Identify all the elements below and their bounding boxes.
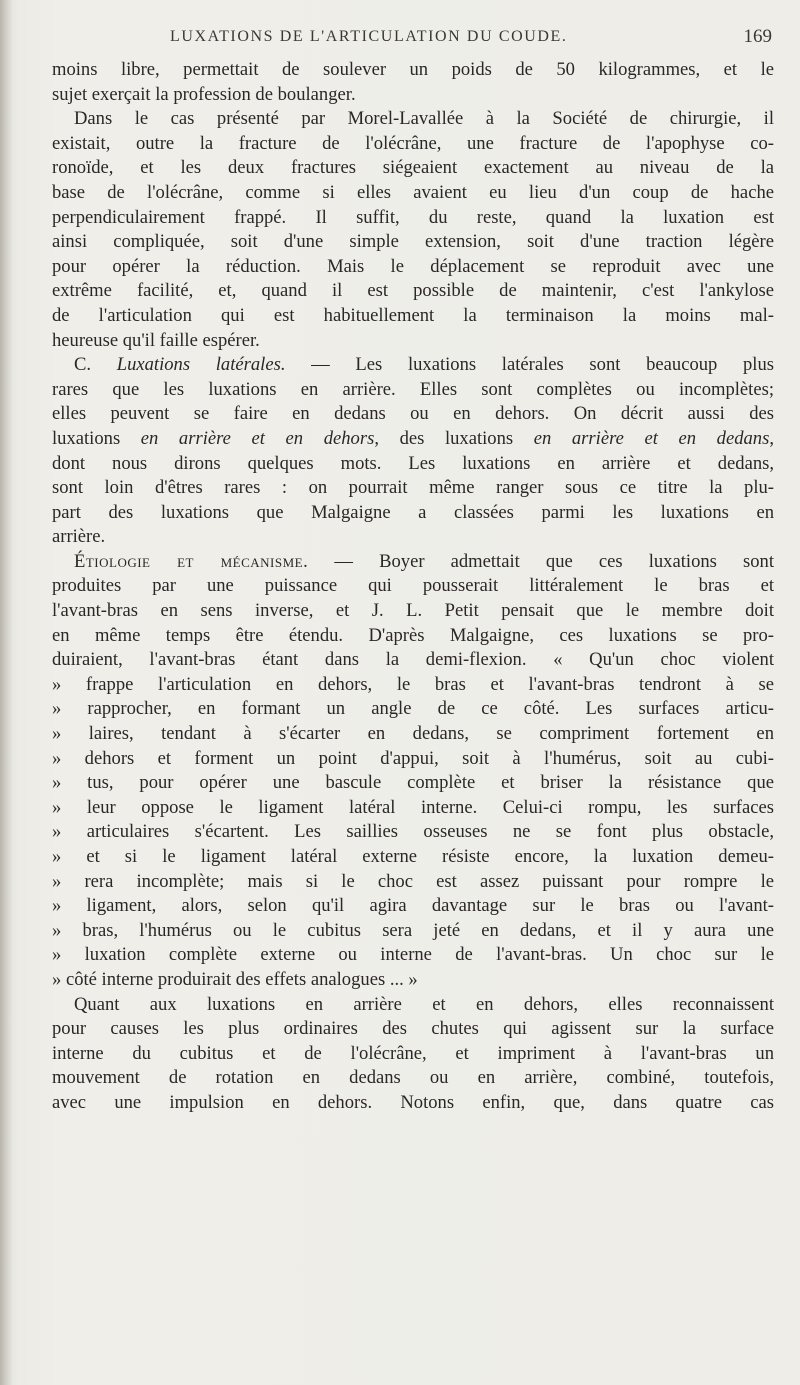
text-line-subsection-heading bbox=[52, 550, 774, 575]
subsection-continuation: — Boyer admettait que ces luxations sont bbox=[308, 550, 774, 572]
quote-line: » luxation complète externe ou interne de l'avant-bras. Un choc sur le bbox=[52, 944, 774, 966]
text-segment: luxations bbox=[52, 427, 141, 449]
quote-line: » dehors et forment un point d'appui, soit à l'humérus, soit au cubi- bbox=[52, 747, 774, 769]
section-title-lateral-luxations: Luxations latérales. bbox=[116, 354, 286, 376]
text-line: ainsi compliquée, soit d'une simple extension, soit d'une traction légère bbox=[52, 231, 774, 253]
emphasis-segment: en arrière et en dedans bbox=[533, 427, 770, 449]
quote-line: » et si le ligament latéral externe résiste encore, la luxation demeu- bbox=[52, 846, 774, 867]
body-text bbox=[52, 58, 774, 1116]
text-segment: , bbox=[769, 427, 774, 449]
emphasis-segment: en arrière et en dehors bbox=[140, 427, 375, 449]
text-line: existait, outre la fracture de l'olécrâne, une fracture de l'apophyse co- bbox=[52, 132, 774, 154]
quote-line: » rera incomplète; mais si le choc est assez puissant pour rompre le bbox=[52, 870, 774, 892]
quote-line: » articulaires s'écartent. Les saillies osseuses ne se font plus obstacle, bbox=[52, 821, 774, 843]
text-segment: , des luxations bbox=[374, 427, 534, 449]
text-line: extrême facilité, et, quand il est possible de maintenir, c'est l'ankylose bbox=[52, 280, 774, 302]
text-line: en même temps être étendu. D'après Malgaigne, ces luxations se pro- bbox=[52, 624, 774, 646]
quote-line: » leur oppose le ligament latéral interne. Celui-ci rompu, les surfaces bbox=[52, 796, 774, 818]
text-line: heureuse qu'il faille espérer. bbox=[52, 329, 260, 351]
text-line: Dans le cas présenté par Morel-Lavallée à la Société de chirurgie, il bbox=[74, 108, 774, 130]
text-line: l'avant-bras en sens inverse, et J. L. Petit pensait que le membre doit bbox=[52, 600, 774, 622]
running-title: LUXATIONS DE L'ARTICULATION DU COUDE. bbox=[170, 28, 568, 45]
quote-line: » rapprocher, en formant un angle de ce côté. Les surfaces articu- bbox=[52, 698, 774, 720]
text-line: moins libre, permettait de soulever un poids de 50 kilogrammes, et le bbox=[52, 59, 774, 80]
text-line: produites par une puissance qui pousserait littéralement le bras et bbox=[52, 575, 774, 597]
text-line: base de l'olécrâne, comme si elles avaient eu lieu d'un coup de hache bbox=[52, 181, 774, 203]
text-line: arrière. bbox=[52, 526, 106, 548]
page-binding-edge bbox=[0, 0, 12, 1385]
text-line-emphasis bbox=[52, 427, 774, 452]
quote-line: » côté interne produirait des effets analogues ... » bbox=[52, 968, 418, 990]
text-line: mouvement de rotation en dedans ou en arrière, combiné, toutefois, bbox=[52, 1067, 774, 1089]
text-line: duiraient, l'avant-bras étant dans la demi-flexion. « Qu'un choc violent bbox=[52, 649, 774, 671]
text-line: ronoïde, et les deux fractures siégeaient exactement au niveau de la bbox=[52, 157, 774, 179]
subsection-title-etiology: Étiologie et mécanisme. bbox=[74, 550, 309, 572]
section-letter: C. bbox=[74, 354, 117, 376]
text-line: Quant aux luxations en arrière et en dehors, elles reconnaissent bbox=[74, 993, 774, 1015]
section-title-continuation: — Les luxations latérales sont beaucoup plus bbox=[285, 354, 775, 376]
text-line: de l'articulation qui est habituellement la terminaison la moins mal- bbox=[52, 304, 774, 326]
quote-line: » tus, pour opérer une bascule complète et briser la résistance que bbox=[52, 772, 774, 794]
quote-line: » ligament, alors, selon qu'il agira davantage sur le bras ou l'avant- bbox=[52, 895, 774, 917]
text-line: rares que les luxations en arrière. Elles sont complètes ou incomplètes; bbox=[52, 378, 774, 400]
text-line: sont loin d'êtres rares : on pourrait même ranger sous ce titre la plu- bbox=[52, 477, 774, 499]
text-line: part des luxations que Malgaigne a classées parmi les luxations en bbox=[52, 501, 774, 523]
quote-line: » frappe l'articulation en dehors, le bras et l'avant-bras tendront à se bbox=[52, 673, 774, 695]
page-number: 169 bbox=[743, 26, 772, 47]
text-line: avec une impulsion en dehors. Notons enfin, que, dans quatre cas bbox=[52, 1091, 774, 1113]
text-line: perpendiculairement frappé. Il suffit, du reste, quand la luxation est bbox=[52, 206, 774, 228]
text-line: elles peuvent se faire en dedans ou en dehors. On décrit aussi des bbox=[52, 403, 774, 425]
page-header bbox=[58, 22, 772, 52]
text-line: pour causes les plus ordinaires des chutes qui agissent sur la surface bbox=[52, 1018, 774, 1040]
quote-line: » laires, tendant à s'écarter en dedans, se compriment fortement en bbox=[52, 723, 774, 745]
quote-line: » bras, l'humérus ou le cubitus sera jeté en dedans, et il y aura une bbox=[52, 919, 774, 941]
text-line: sujet exerçait la profession de boulanger. bbox=[52, 83, 356, 105]
text-line-section-heading bbox=[52, 353, 774, 378]
text-line: interne du cubitus et de l'olécrâne, et impriment à l'avant-bras un bbox=[52, 1042, 774, 1064]
text-line: dont nous dirons quelques mots. Les luxations en arrière et dedans, bbox=[52, 452, 774, 474]
text-line: pour opérer la réduction. Mais le déplacement se reproduit avec une bbox=[52, 255, 774, 277]
